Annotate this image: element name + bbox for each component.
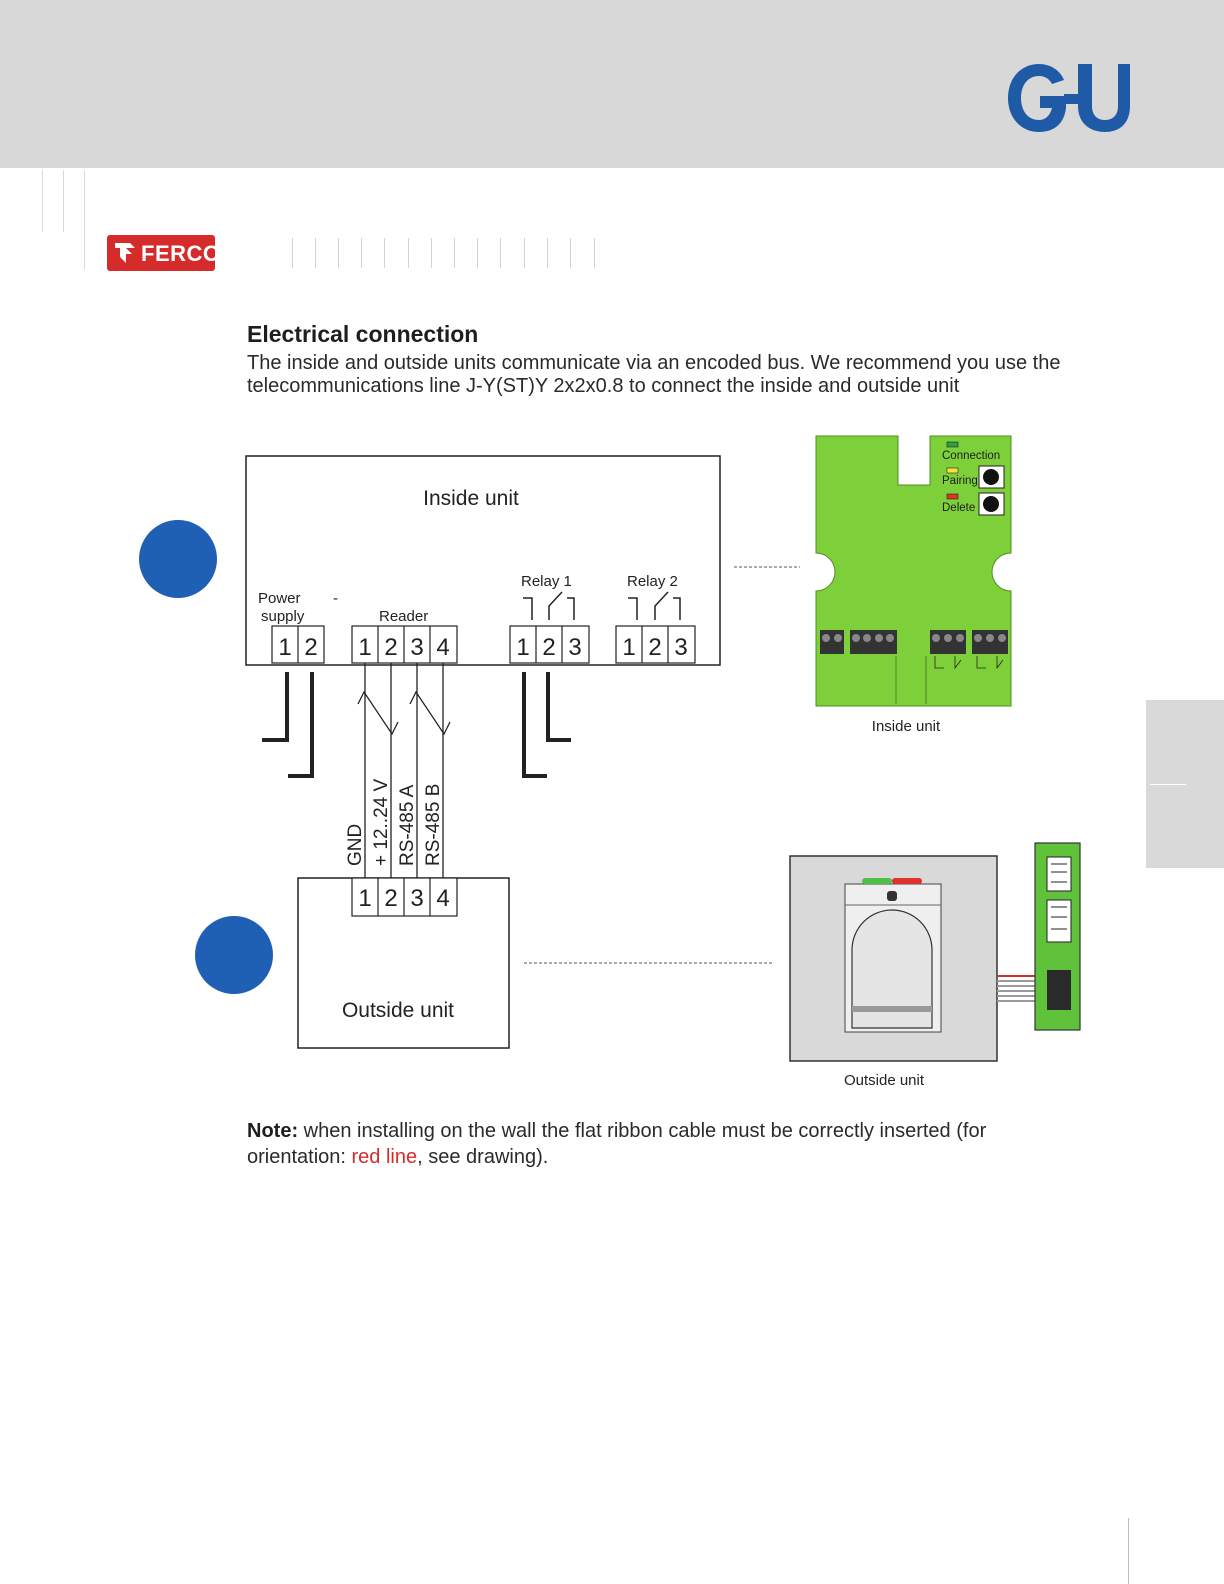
- outside-unit-label: Outside unit: [341, 999, 455, 1022]
- status-led-green: [862, 878, 892, 884]
- slot-bar: [852, 1006, 932, 1012]
- terminal-number: 2: [304, 634, 318, 661]
- wire-label-power: + 12..24 V: [371, 778, 392, 866]
- note-red-line: red line: [351, 1146, 418, 1168]
- relay2-label: Relay 2: [627, 573, 678, 590]
- note-label: Note:: [247, 1120, 299, 1142]
- delete-button: [983, 496, 999, 512]
- relay-lead: [548, 672, 571, 740]
- terminal-number: 4: [436, 634, 450, 661]
- power-supply-label: Power: [258, 590, 301, 607]
- terminal-number: 3: [410, 634, 424, 661]
- terminal-number: 4: [436, 885, 450, 912]
- inside-unit-label: Inside unit: [423, 487, 519, 510]
- marker-circle-outside: [195, 916, 273, 994]
- sensor-dot-icon: [887, 891, 897, 901]
- twisted-pair-icon: [358, 692, 398, 734]
- reader-label: Reader: [379, 608, 429, 625]
- note-text-before: when installing on the wall the flat ribbon cable must be correctly inserted (for orientation:: [247, 1120, 987, 1168]
- dash-label: -: [333, 590, 338, 607]
- power-lead: [262, 672, 287, 740]
- pairing-button: [983, 469, 999, 485]
- power-supply-label: supply: [261, 608, 305, 625]
- wire-label-gnd: GND: [345, 823, 366, 866]
- led-connection-label: Connection: [942, 450, 1001, 462]
- pcb-jumper: [1047, 857, 1071, 891]
- terminal-number: 1: [358, 885, 372, 912]
- outside-device-caption: Outside unit: [843, 1072, 925, 1089]
- inside-board-caption: Inside unit: [871, 718, 941, 735]
- twisted-pair-icon: [410, 692, 450, 734]
- terminal-number: 2: [542, 634, 556, 661]
- terminal-number: 1: [278, 634, 292, 661]
- section-title: Electrical connection: [247, 321, 479, 347]
- section-intro: The inside and outside units communicate via an encoded bus. We recommend you use the telecommunications line J-Y(ST)Y 2x2x0.8 to connect the inside and outside unit: [247, 352, 1061, 397]
- status-led-red: [892, 878, 922, 884]
- led-delete-label: Delete: [942, 502, 976, 514]
- terminal-number: 2: [384, 885, 398, 912]
- footer-line: [1128, 1518, 1129, 1584]
- relay-lead: [524, 672, 547, 776]
- pcb-connector: [1047, 970, 1071, 1010]
- wire-label-rs485a: RS-485 A: [397, 784, 418, 866]
- led-connection-icon: [947, 442, 958, 447]
- terminal-number: 3: [568, 634, 582, 661]
- ferco-logo-text: FERCO: [141, 241, 221, 266]
- terminal-number: 2: [648, 634, 662, 661]
- side-tab: [1146, 700, 1224, 868]
- pcb-jumper: [1047, 900, 1071, 942]
- led-pairing-label: Pairing: [942, 475, 978, 487]
- terminal-number: 3: [674, 634, 688, 661]
- terminal-number: 3: [410, 885, 424, 912]
- led-delete-icon: [947, 494, 958, 499]
- marker-circle-inside: [139, 520, 217, 598]
- terminal-number: 1: [358, 634, 372, 661]
- power-lead: [288, 672, 312, 776]
- terminal-number: 1: [516, 634, 530, 661]
- note-text-after: , see drawing).: [417, 1146, 549, 1168]
- terminal-number: 2: [384, 634, 398, 661]
- led-pairing-icon: [947, 468, 958, 473]
- wire-label-rs485b: RS-485 B: [423, 783, 444, 866]
- relay1-label: Relay 1: [521, 573, 572, 590]
- install-note: [247, 1118, 1047, 1170]
- terminal-number: 1: [622, 634, 636, 661]
- side-tab-line: [1150, 784, 1186, 785]
